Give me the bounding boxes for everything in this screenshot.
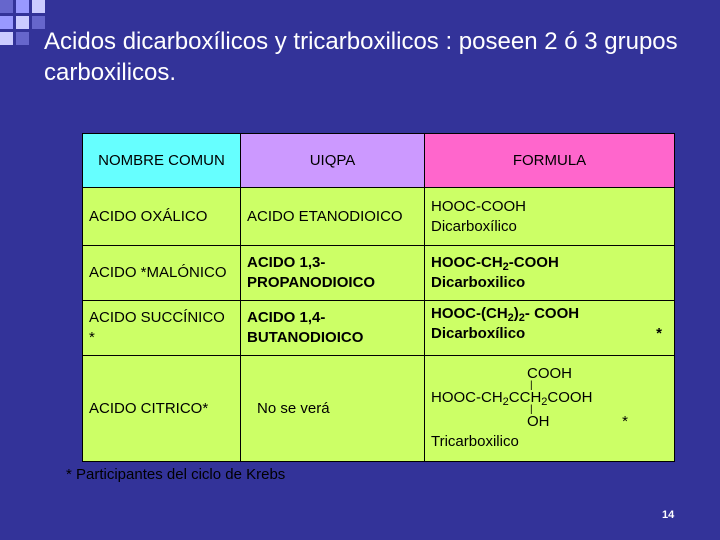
table-row [83,188,675,246]
cell-formula [425,356,675,462]
slide-title: Acidos dicarboxílicos y tricarboxilicos : poseen 2 ó 3 grupos carboxilicos. [44,28,678,86]
table-row [83,246,675,301]
cell-formula [425,188,675,246]
footnote: * Participantes del ciclo de Krebs [66,466,286,483]
formula-type: Dicarboxílico * [431,325,662,342]
formula-bottom-group: OH * [527,412,628,430]
cell-nombre: ACIDO OXÁLICO [83,188,241,246]
header-uiqpa: UIQPA [241,134,425,188]
formula-type: Tricarboxilico [431,432,519,450]
formula-type: Dicarboxilico [431,274,526,291]
formula-star: * [622,412,628,430]
acids-table [82,133,675,462]
formula-top-group: COOH [527,364,572,382]
formula-star: * [656,325,662,342]
formula-text: HOOC-$(CH_2)_2-$ COOH [431,305,580,324]
formula-text: HOOC-$CH_2$-COOH [431,254,559,273]
cell-nombre: ACIDO *MALÓNICO [83,246,241,301]
cell-uiqpa: ACIDO 1,3-PROPANODIOICO [241,246,425,301]
formula-text: HOOC-$CH_2CCH_2COOH$ [431,388,593,408]
table-row [83,356,675,462]
header-nombre-comun: NOMBRE COMUN [83,134,241,188]
cell-formula [425,246,675,301]
cell-uiqpa: ACIDO 1,4-BUTANODIOICO [241,301,425,356]
formula-bond-top: | [530,379,533,391]
formula-text: HOOC-COOH [431,197,526,215]
formula-type: Dicarboxílico [431,217,517,235]
table-header-row [83,134,675,188]
cell-uiqpa: No se verá [241,356,425,462]
cell-uiqpa: ACIDO ETANODIOICO [241,188,425,246]
header-formula: FORMULA [425,134,675,188]
cell-formula [425,301,675,356]
formula-bond-bottom: | [530,403,533,415]
table-row [83,301,675,356]
cell-nombre: ACIDO CITRICO* [83,356,241,462]
page-number: 14 [662,509,675,521]
cell-nombre: ACIDO SUCCÍNICO * [83,301,241,356]
